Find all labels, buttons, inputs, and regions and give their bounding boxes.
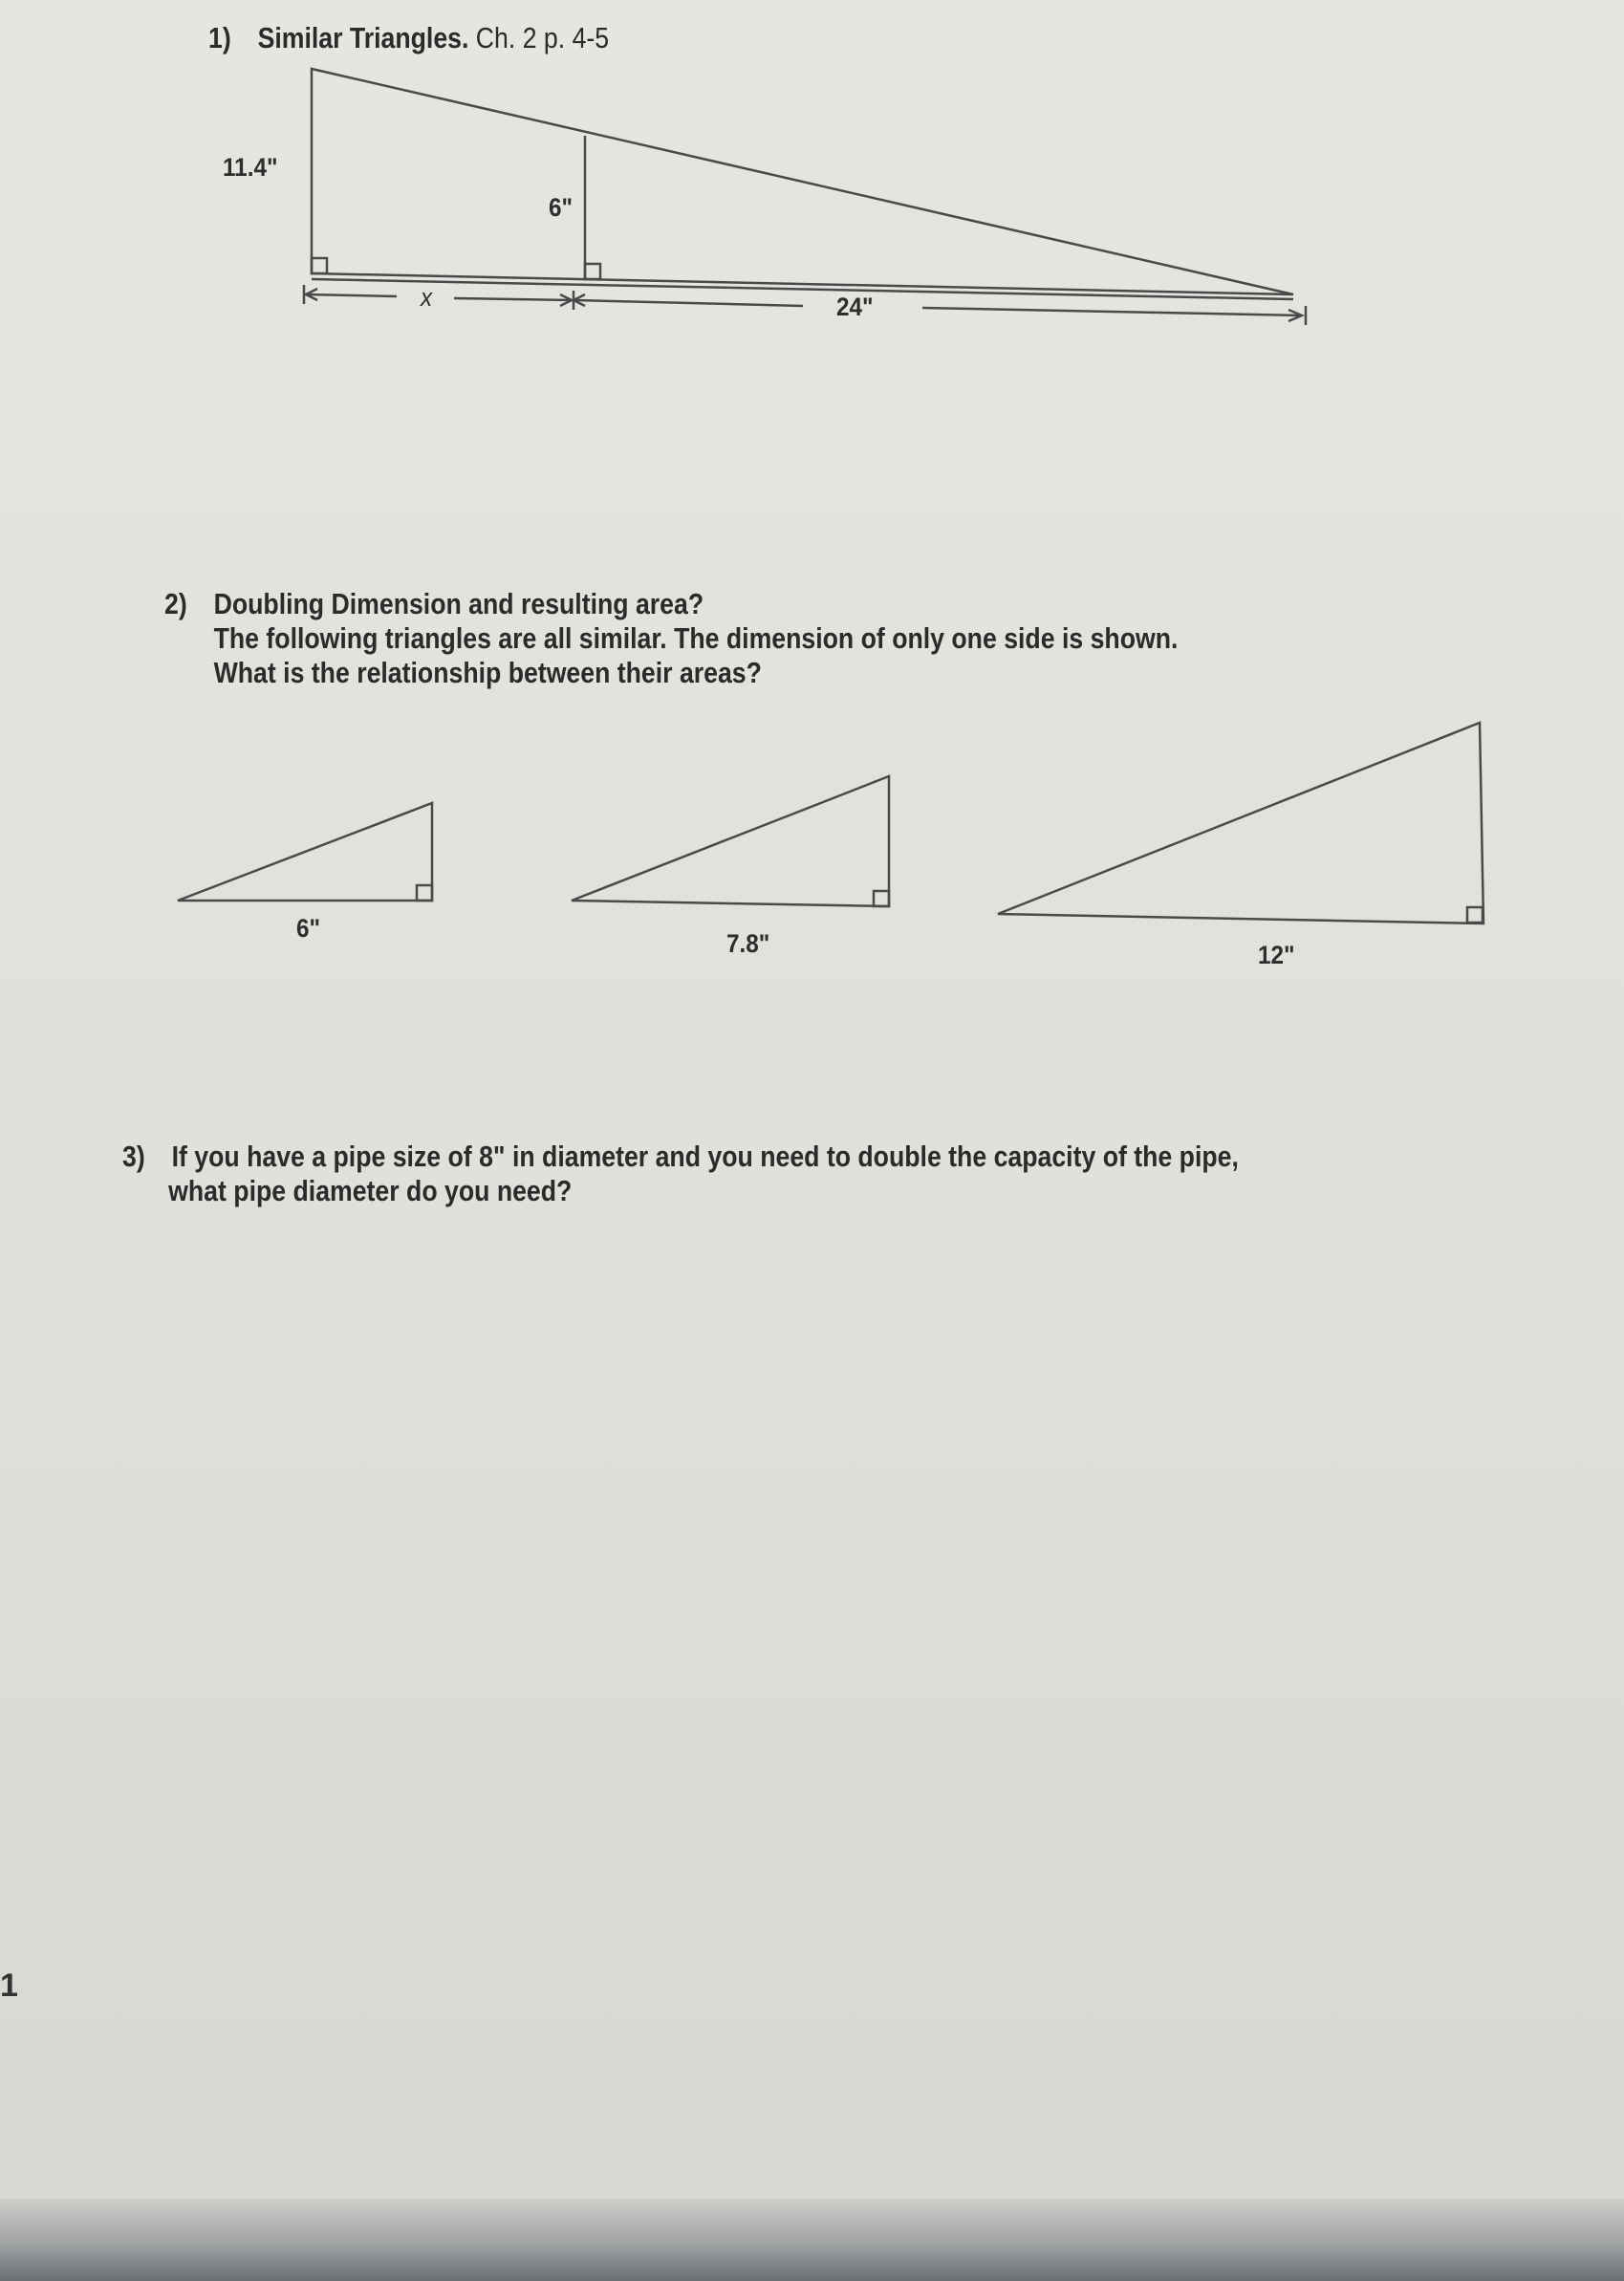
outer-triangle [312,69,1293,294]
label-triangle-large: 12" [1258,941,1295,969]
question-3 [122,1140,1239,1208]
question-2-line-2: The following triangles are all similar. The dimension of only one side is shown. [213,621,1179,655]
question-3-number: 3) [122,1140,145,1173]
x-arrow-right [454,298,572,300]
triangle-medium [572,776,889,906]
label-base: 24" [836,293,874,321]
right-angle-mark-left [312,258,327,273]
triangle-small [178,803,432,901]
label-triangle-medium: 7.8" [726,929,770,958]
desk-edge [0,2199,1624,2281]
x-arrow-left [306,294,397,296]
question-2-heading: Doubling Dimension and resulting area? [213,587,704,620]
label-unknown-x: x [421,283,433,312]
question-1-number: 1) [208,21,231,54]
base-arrow-left [575,300,803,306]
margin-mark: 1 [0,1967,18,2004]
question-3-line-1: If you have a pipe size of 8" in diameter and you need to double the capacity of the pipe, [171,1140,1239,1173]
question-2 [164,587,1178,690]
base-arrow-right [922,308,1302,315]
question-3-line-2: what pipe diameter do you need? [168,1174,573,1207]
question-2-number: 2) [164,587,187,620]
label-inner-height: 6" [549,193,574,222]
label-triangle-small: 6" [296,914,321,943]
question-1-title: Similar Triangles. [257,21,469,54]
label-left-height: 11.4" [223,153,278,182]
base-double-line [312,279,1293,299]
right-angle-mark-inner [585,264,600,279]
triangle-large [998,723,1483,923]
question-1-reference: Ch. 2 p. 4-5 [475,21,610,54]
similar-triangles-figure [304,69,1306,325]
question-2-line-3: What is the relationship between their areas? [213,656,762,689]
